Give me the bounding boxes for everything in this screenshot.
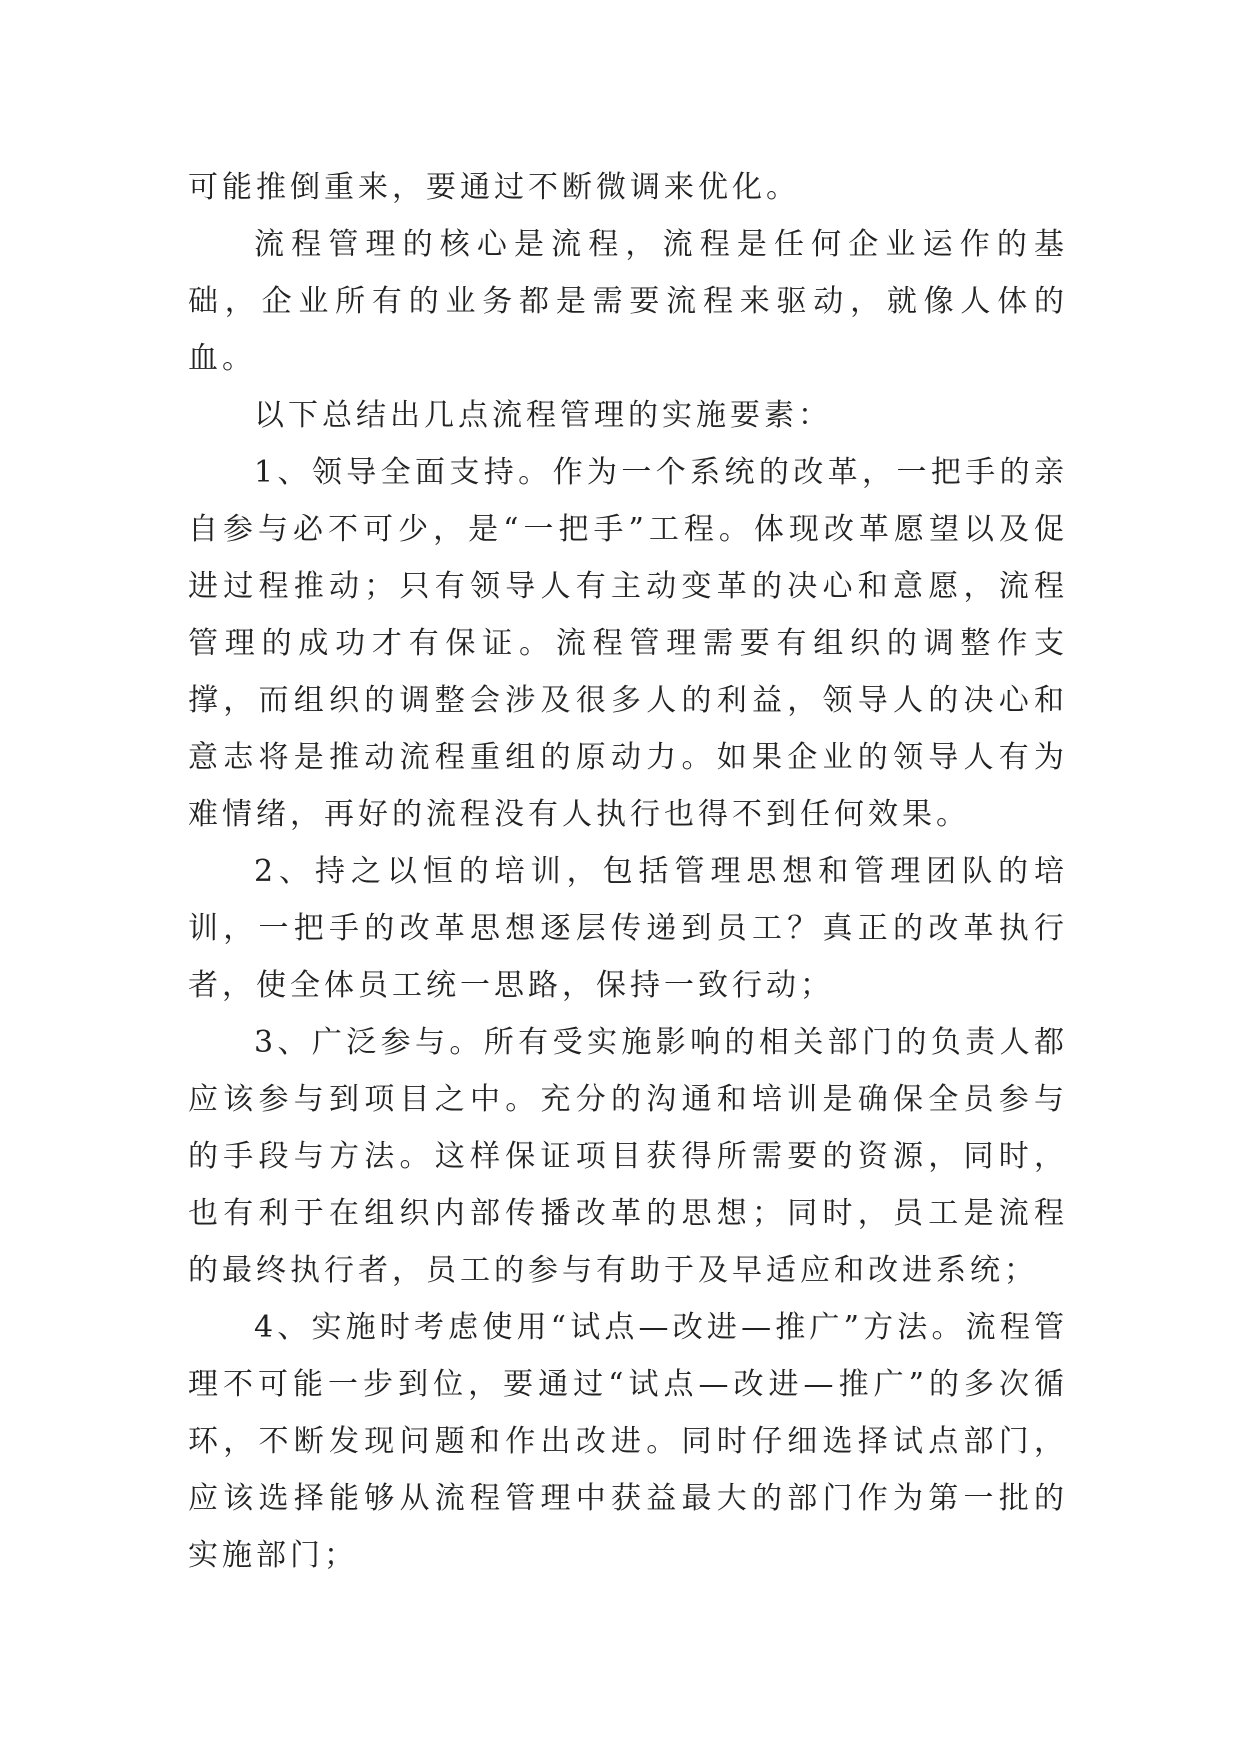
paragraph-process-core: 流程管理的核心是流程，流程是任何企业运作的基础，企业所有的业务都是需要流程来驱动，就像人体的血。 [188, 227, 1068, 376]
paragraph-summary-intro: 以下总结出几点流程管理的实施要素： [254, 398, 832, 433]
paragraph-point-3: 3、广泛参与。所有受实施影响的相关部门的负责人都应该参与到项目之中。充分的沟通和培训是确保全员参与的手段与方法。这样保证项目获得所需要的资源，同时，也有利于在组织内部传播改革的思想；同时，员工是流程的最终执行者，员工的参与有助于及早适应和改进系统； [188, 1025, 1068, 1288]
paragraph-point-1: 1、领导全面支持。作为一个系统的改革，一把手的亲自参与必不可少，是“一把手”工程。体现改革愿望以及促进过程推动；只有领导人有主动变革的决心和意愿，流程管理的成功才有保证。流程管理需要有组织的调整作支撑，而组织的调整会涉及很多人的利益，领导人的决心和意志将是推动流程重组的原动力。如果企业的领导人有为难情绪，再好的流程没有人执行也得不到任何效果。 [188, 455, 1068, 832]
document-body [188, 159, 1068, 1584]
paragraph-continuation: 可能推倒重来，要通过不断微调来优化。 [188, 170, 800, 205]
paragraph-point-2: 2、持之以恒的培训，包括管理思想和管理团队的培训，一把手的改革思想逐层传递到员工？真正的改革执行者，使全体员工统一思路，保持一致行动； [188, 854, 1068, 1003]
paragraph-point-4: 4、实施时考虑使用“试点—改进—推广”方法。流程管理不可能一步到位，要通过“试点—改进—推广”的多次循环，不断发现问题和作出改进。同时仔细选择试点部门，应该选择能够从流程管理中获益最大的部门作为第一批的实施部门； [188, 1310, 1068, 1573]
